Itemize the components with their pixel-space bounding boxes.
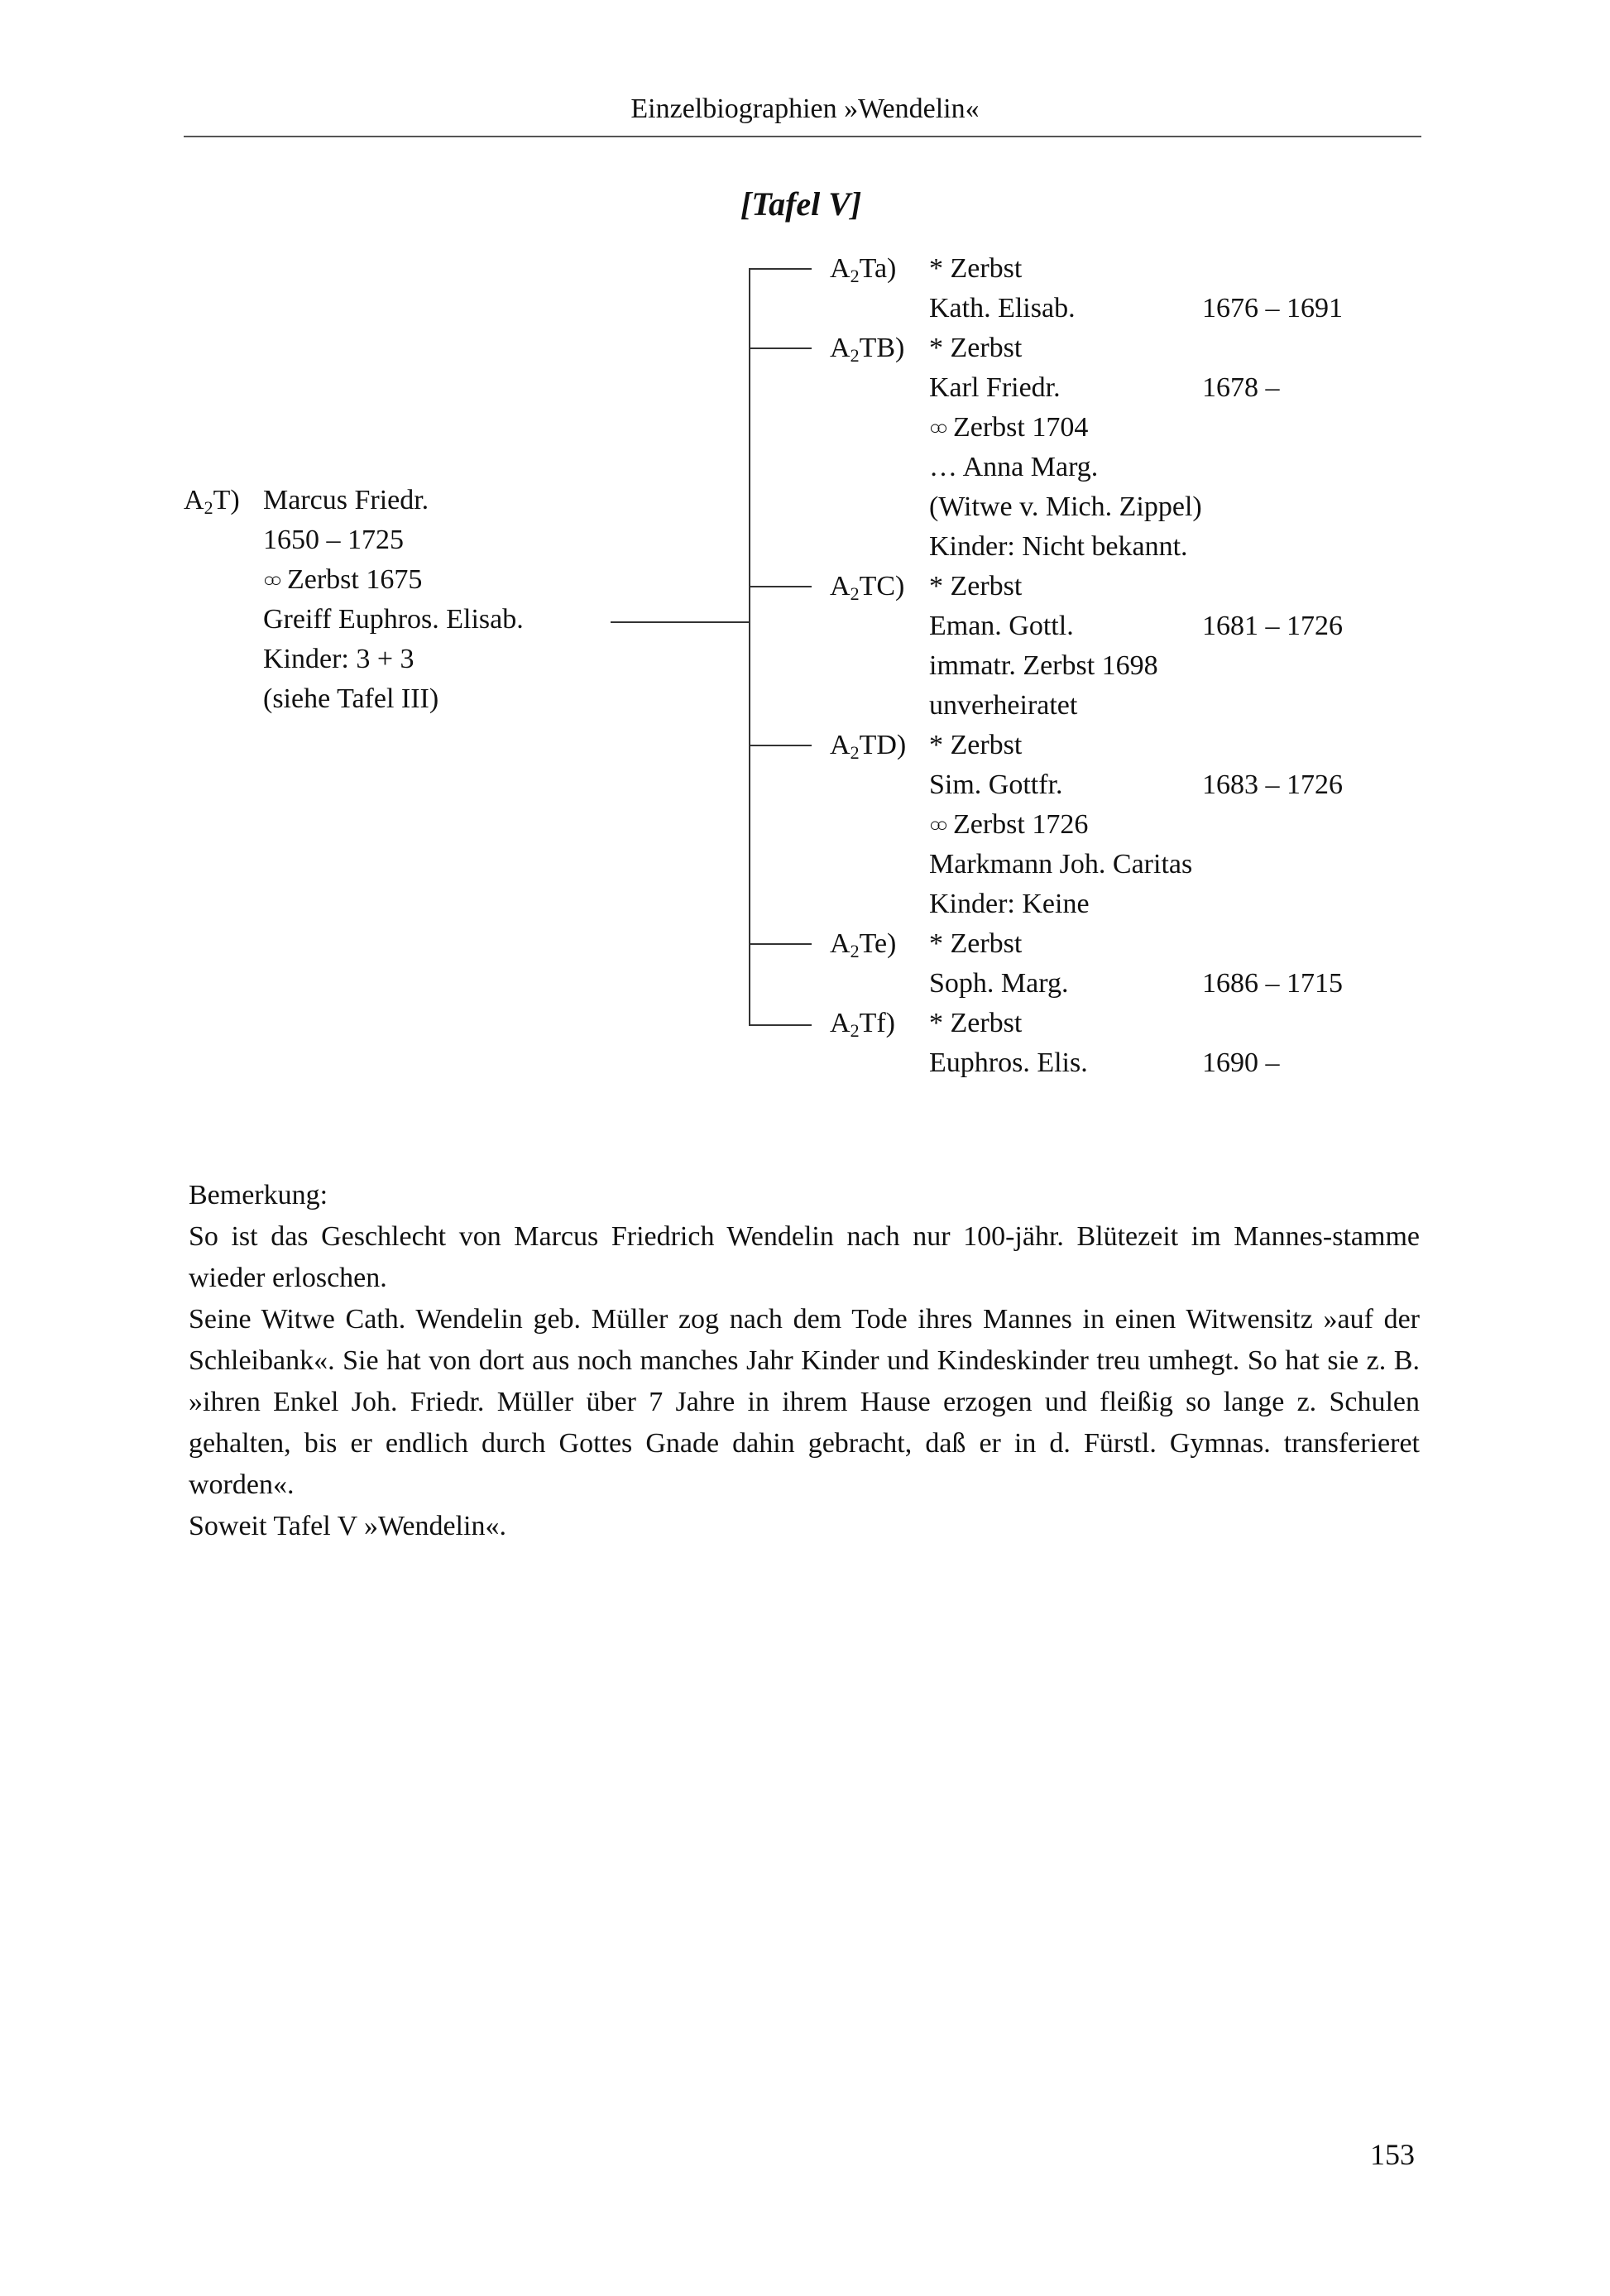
child-dates: 1690 –: [1202, 1047, 1280, 1078]
remark-paragraph: So ist das Geschlecht von Marcus Friedrich Wendelin nach nur 100-jähr. Blütezeit im Mannes-stamme wieder erloschen.: [189, 1221, 1420, 1293]
child-lines: [929, 567, 1343, 726]
child-code-tail: TC): [859, 571, 905, 602]
child-code-sub: 2: [850, 345, 860, 366]
child-code-tail: TB): [859, 333, 905, 363]
child-code-tail: TD): [859, 730, 907, 760]
header-rule: [184, 136, 1421, 137]
marriage-rings-icon: ○○: [929, 418, 943, 439]
tafel-title: [Tafel V]: [740, 185, 862, 223]
marriage-rings-icon: ○○: [929, 815, 943, 836]
remark-paragraph: Soweit Tafel V »Wendelin«.: [189, 1511, 506, 1541]
child-birth: * Zerbst: [929, 1008, 1023, 1038]
child-code-tail: Te): [859, 928, 897, 959]
child-code-tail: Tf): [859, 1008, 895, 1038]
child-lines: [929, 924, 1343, 1004]
parent-reference: (siehe Tafel III): [263, 683, 439, 714]
child-code: [830, 924, 896, 964]
parent-spouse: Greiff Euphros. Elisab.: [263, 604, 524, 635]
child-code: [830, 567, 904, 606]
child-extra: Kinder: Nicht bekannt.: [929, 531, 1188, 562]
parent-name: Marcus Friedr.: [263, 485, 429, 515]
marriage-rings-icon: ○○: [263, 570, 277, 592]
child-birth: * Zerbst: [929, 253, 1023, 284]
child-name-row: [929, 964, 1343, 1004]
child-lines: [929, 328, 1280, 567]
child-birth: * Zerbst: [929, 333, 1023, 363]
child-lines: [929, 249, 1343, 328]
child-dates: 1686 – 1715: [1202, 968, 1343, 999]
child-code: [830, 249, 896, 289]
child-code-main: A: [830, 730, 851, 760]
child-name-row: [929, 1043, 1280, 1083]
remark-heading: Bemerkung:: [189, 1180, 328, 1210]
child-name: Eman. Gottl.: [929, 611, 1074, 641]
parent-connector: [611, 621, 750, 623]
branch-line: [749, 943, 812, 945]
parent-code: [184, 481, 240, 520]
remark-paragraph: Seine Witwe Cath. Wendelin geb. Müller zog nach dem Tode ihres Mannes in einen Witwensitz »auf der Schleibank«. Sie hat von dort aus noch manches Jahr Kinder und Kindeskinder treu umhegt. So hat sie z. B. »ihren Enkel Joh. Friedr. Müller über 7 Jahre in ihrem Hause erzogen und fleißig so lange z. Schulen gehalten, bis er endlich durch Gottes Gnade dahin gebracht, daß er in d. Fürstl. Gymnas. transferieret worden«.: [189, 1304, 1420, 1500]
child-code-main: A: [830, 1008, 851, 1038]
child-marriage: [929, 408, 1202, 448]
child-dates: 1676 – 1691: [1202, 293, 1343, 324]
child-name-row: [929, 765, 1343, 805]
child-extra: unverheiratet: [929, 690, 1078, 721]
child-code: [830, 328, 904, 368]
parent-code-tail: T): [213, 485, 240, 515]
parent-marriage-text: Zerbst 1675: [287, 564, 423, 595]
child-extra: Markmann Joh. Caritas: [929, 849, 1193, 880]
child-name: Soph. Marg.: [929, 968, 1069, 999]
parent-lines: [263, 481, 524, 719]
parent-marriage: [263, 560, 524, 600]
child-name-row: [929, 289, 1343, 328]
child-lines: [929, 1004, 1280, 1083]
child-extra: Kinder: Keine: [929, 889, 1090, 919]
branch-line: [749, 1024, 812, 1026]
parent-dates: 1650 – 1725: [263, 525, 404, 555]
child-code-sub: 2: [850, 941, 860, 961]
tree-trunk: [749, 268, 750, 1026]
child-code-main: A: [830, 571, 851, 602]
child-code-tail: Ta): [859, 253, 897, 284]
child-code-main: A: [830, 928, 851, 959]
child-name: Sim. Gottfr.: [929, 769, 1063, 800]
page-number: 153: [1370, 2138, 1415, 2171]
parent-children-count: Kinder: 3 + 3: [263, 644, 414, 674]
parent-code-sub: 2: [204, 497, 213, 518]
branch-line: [749, 586, 812, 587]
child-dates: 1683 – 1726: [1202, 769, 1343, 800]
child-extra: … Anna Marg.: [929, 452, 1099, 482]
child-code-main: A: [830, 253, 851, 284]
child-birth: * Zerbst: [929, 928, 1023, 959]
child-name: Euphros. Elis.: [929, 1047, 1088, 1078]
running-header: Einzelbiographien »Wendelin«: [630, 93, 980, 124]
child-code-sub: 2: [850, 266, 860, 286]
child-marriage-text: Zerbst 1726: [953, 809, 1089, 840]
child-code-sub: 2: [850, 1020, 860, 1041]
child-dates: 1681 – 1726: [1202, 611, 1343, 641]
branch-line: [749, 745, 812, 746]
remark-section: [189, 1175, 1420, 1547]
child-marriage-text: Zerbst 1704: [953, 412, 1089, 443]
child-code-main: A: [830, 333, 851, 363]
child-code: [830, 726, 906, 765]
child-extra: (Witwe v. Mich. Zippel): [929, 491, 1202, 522]
branch-line: [749, 348, 812, 349]
child-marriage: [929, 805, 1192, 845]
child-code-sub: 2: [850, 583, 860, 604]
child-code-sub: 2: [850, 742, 860, 763]
child-dates: 1678 –: [1202, 372, 1280, 403]
child-extra: immatr. Zerbst 1698: [929, 650, 1158, 681]
child-name: Karl Friedr.: [929, 372, 1061, 403]
child-birth: * Zerbst: [929, 730, 1023, 760]
child-code: [830, 1004, 895, 1043]
parent-code-main: A: [184, 485, 204, 515]
child-lines: [929, 726, 1343, 924]
child-birth: * Zerbst: [929, 571, 1023, 602]
child-name: Kath. Elisab.: [929, 293, 1076, 324]
branch-line: [749, 268, 812, 270]
child-name-row: [929, 368, 1280, 408]
child-name-row: [929, 606, 1343, 646]
